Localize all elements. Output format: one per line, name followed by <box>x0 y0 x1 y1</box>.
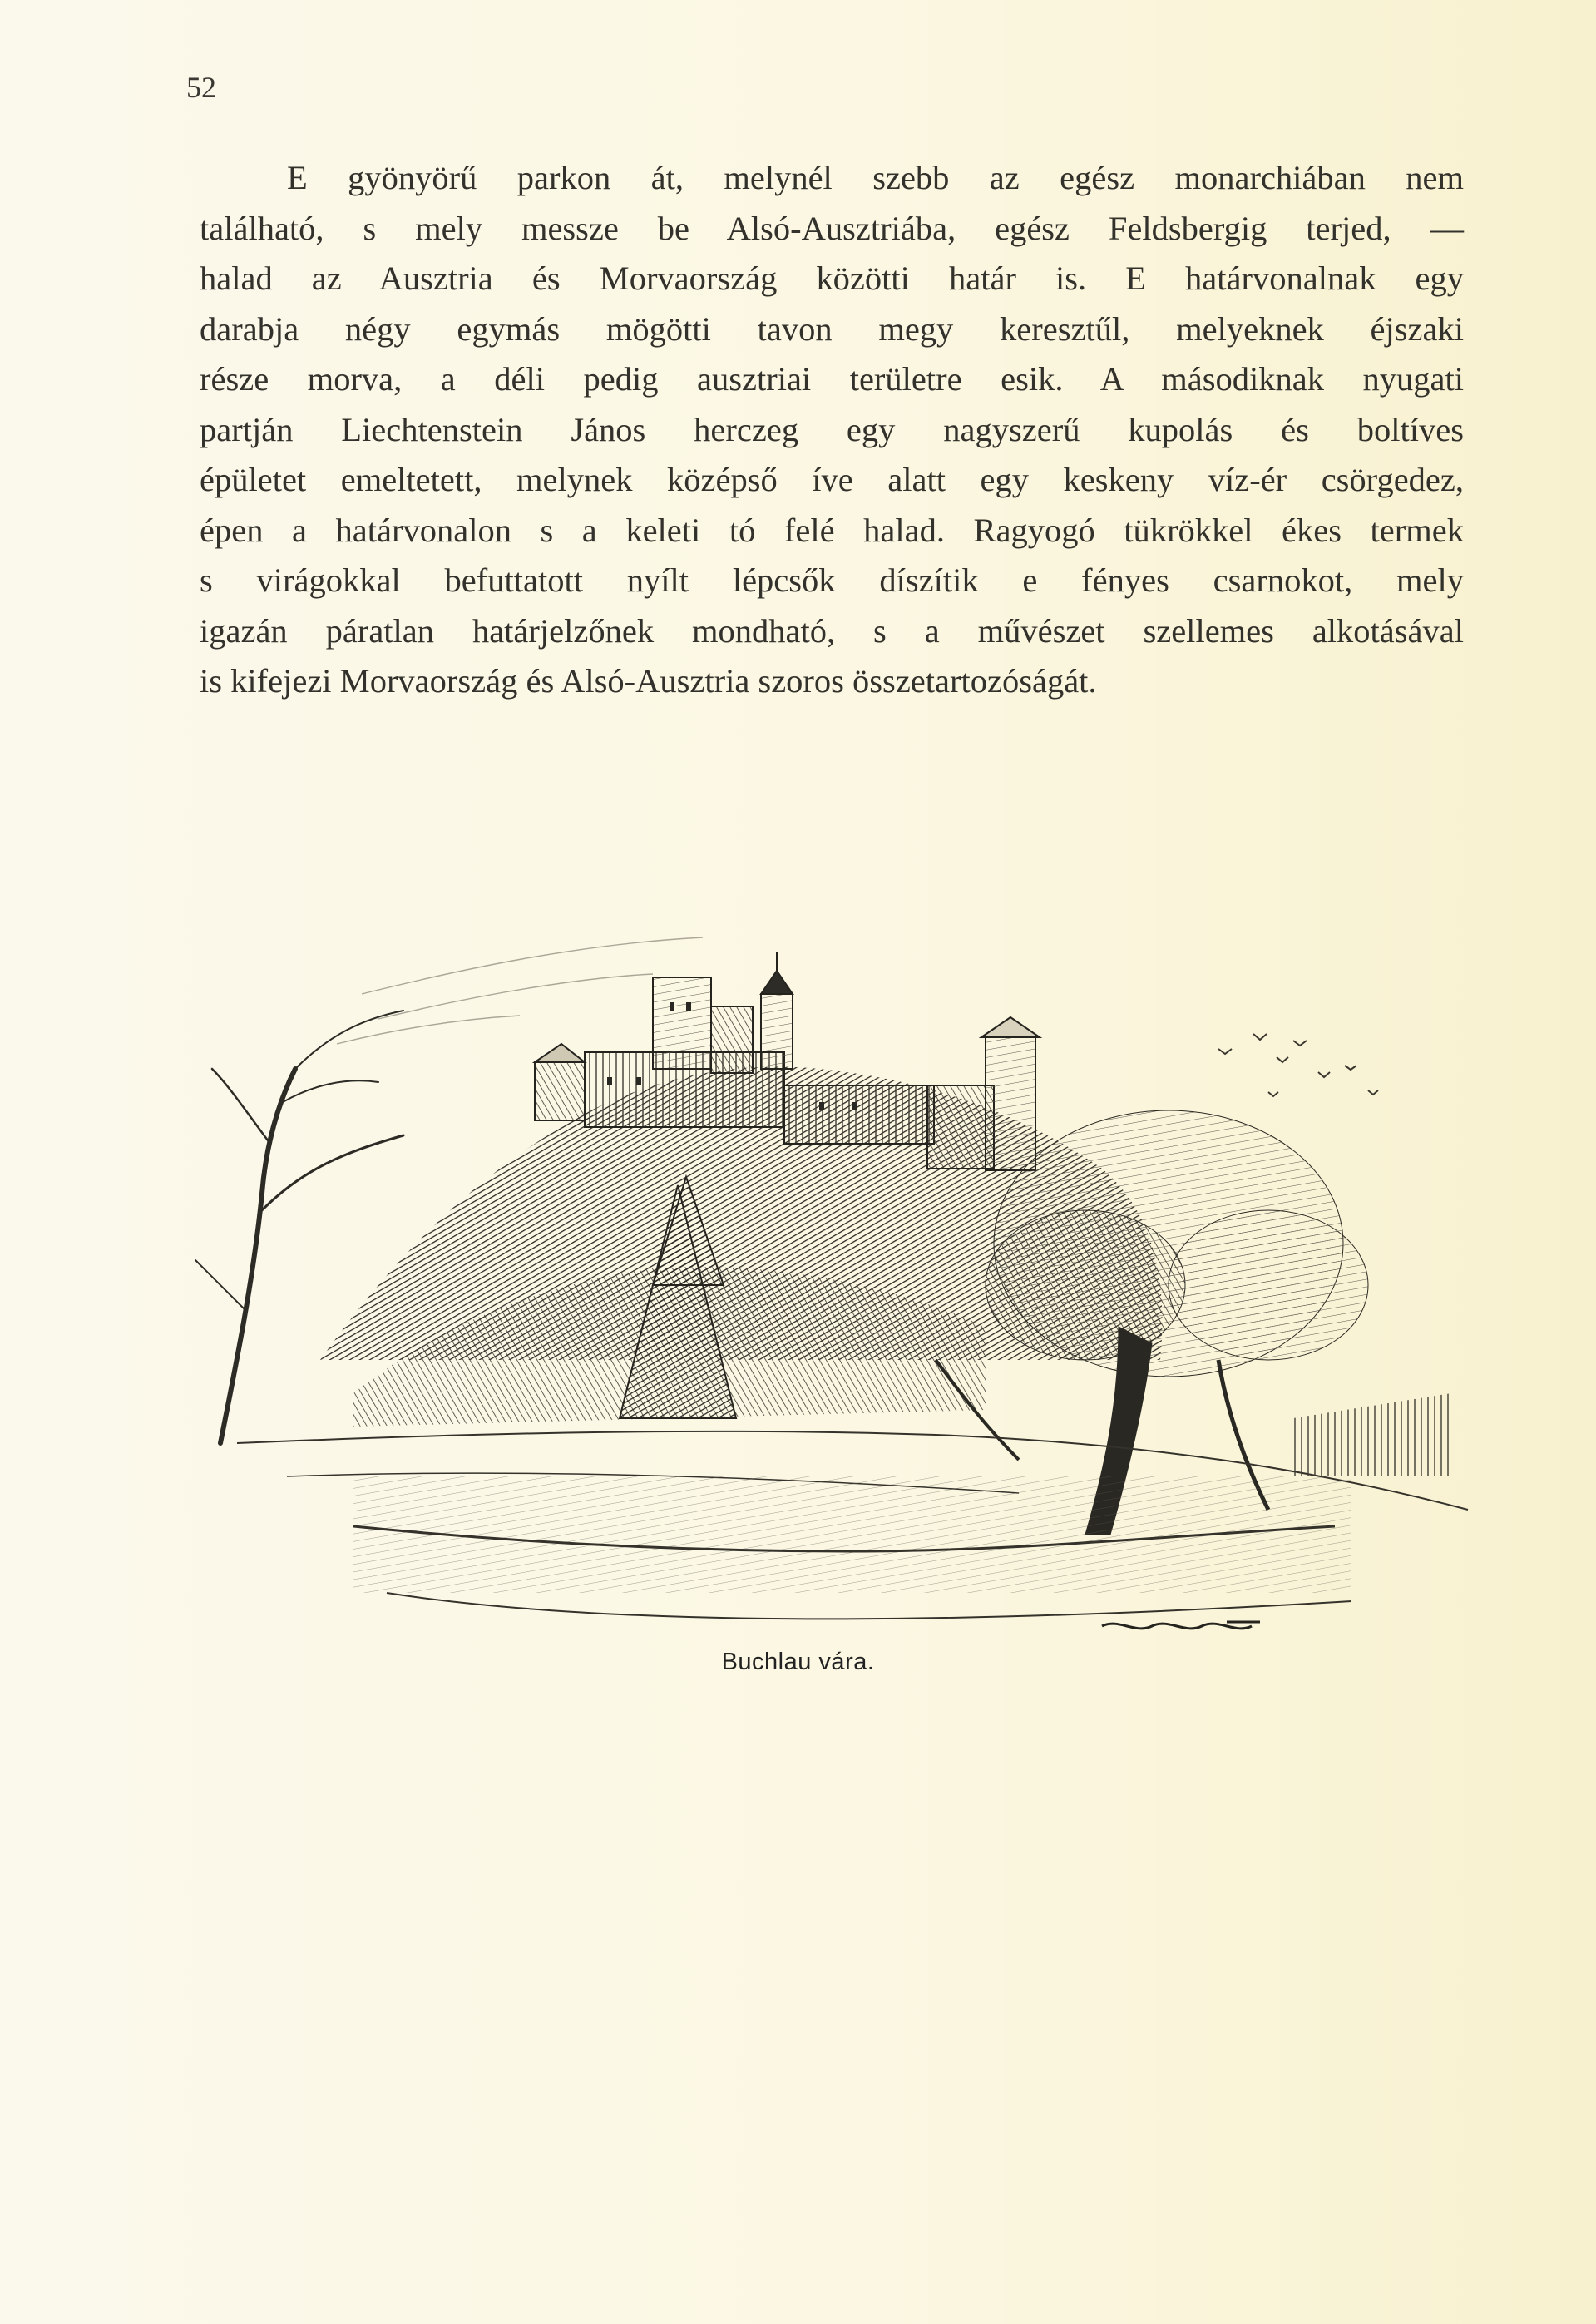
paragraph-line: épen a határvonalon s a keleti tó felé halad. Ragyogó tükrökkel ékes termek <box>200 511 1464 549</box>
paragraph-line: található, s mely messze be Alsó-Ausztriába, egész Feldsbergig terjed, — <box>200 209 1464 247</box>
ground <box>237 1393 1468 1619</box>
paragraph-line: része morva, a déli pedig ausztriai területre esik. A másodiknak nyugati <box>200 360 1464 398</box>
signature <box>1102 1622 1260 1629</box>
paragraph-line: igazán páratlan határjelzőnek mondható, s a művészet szellemes alkotásával <box>200 611 1464 650</box>
paragraph-line: épületet emeltetett, melynek középső íve alatt egy keskeny víz-ér csörgedez, <box>200 461 1464 498</box>
castle-engraving <box>187 894 1485 1659</box>
paragraph-line: halad az Ausztria és Morvaország közötti határ is. E határvonalnak egy <box>200 260 1464 297</box>
figure-caption: Buchlau vára. <box>721 1649 875 1675</box>
body-paragraph <box>200 153 1464 707</box>
page-number: 52 <box>186 71 216 104</box>
paragraph-line: darabja négy egymás mögötti tavon megy keresztűl, melyeknek éjszaki <box>200 309 1464 348</box>
paragraph-line: E gyönyörű parkon át, melynél szebb az egész monarchiában nem <box>287 159 1464 196</box>
birds <box>1218 1034 1378 1096</box>
paragraph-line: is kifejezi Morvaország és Alsó-Ausztria szoros összetartozóságát. <box>200 662 1097 700</box>
left-tree <box>195 1011 403 1443</box>
paragraph-line: s virágokkal befuttatott nyílt lépcsők díszítik e fényes csarnokot, mely <box>200 561 1464 599</box>
paragraph-line: partján Liechtenstein János herczeg egy nagyszerű kupolás és boltíves <box>200 410 1464 448</box>
